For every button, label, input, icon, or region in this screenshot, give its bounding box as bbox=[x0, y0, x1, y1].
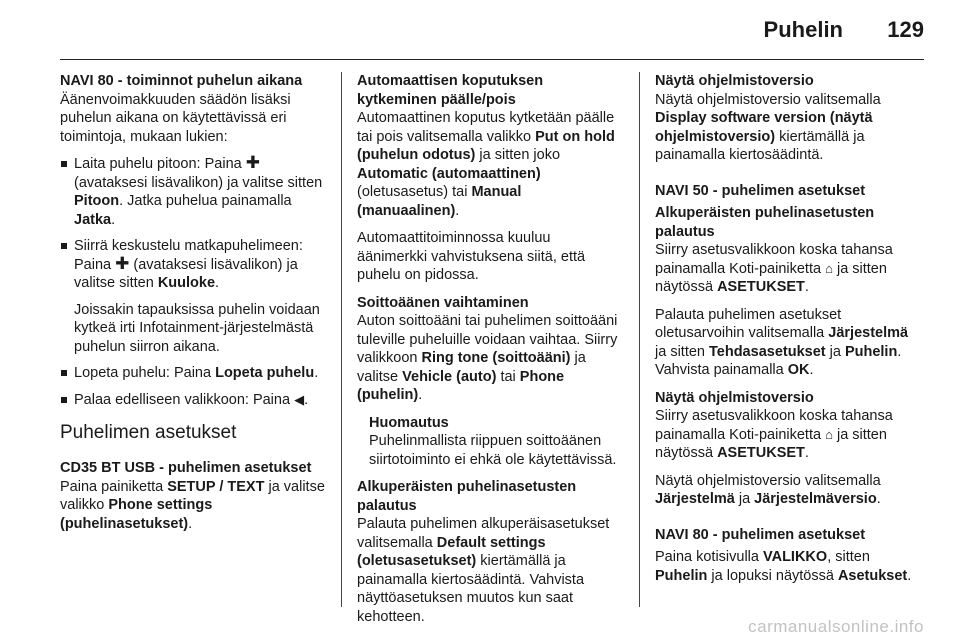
heading-auto-hold: Automaattisen koputuksen kytkeminen päälle/pois bbox=[357, 73, 544, 108]
note-box bbox=[369, 414, 623, 470]
list-item-note: Joissakin tapauksissa puhelin voidaan kytkeä irti Infotainment-järjestelmästä puhelun siirron aikana. bbox=[74, 301, 320, 355]
heading-reset: Alkuperäisten puhelinasetusten palautus bbox=[357, 479, 577, 514]
paragraph: Palauta puhelimen alkuperäisasetukset valitsemalla Default settings (oletusasetukset) kiertämällä ja painamalla kiertosäädintä. Vahvista näyttöasetuksen muutos kun saat kehotteen. bbox=[357, 516, 610, 625]
bullet-list bbox=[60, 155, 326, 409]
heading-software-version: Näytä ohjelmistoversio bbox=[655, 73, 814, 89]
section-title: Puhelimen asetukset bbox=[60, 422, 237, 443]
list-item: Siirrä keskustelu matkapuhelimeen: Paina ✚ (avataksesi lisävalikon) ja valitse sitten Kuuloke. Joissakin tapauksissa puhelin voidaan kytkeä irti Infotainment-järjestelmästä puhelun siirron aikana. bbox=[60, 237, 326, 356]
heading-reset-navi50: Alkuperäisten puhelinasetusten palautus bbox=[655, 205, 875, 240]
paragraph: Siirry asetusvalikkoon koska tahansa painamalla Koti-painiketta ⌂ ja sitten näytössä ASETUKSET. bbox=[655, 242, 893, 295]
note-text: Puhelinmallista riippuen soittoäänen siirtotoiminto ei ehkä ole käytettävissä. bbox=[369, 433, 617, 468]
heading-ringtone: Soittoäänen vaihtaminen bbox=[357, 294, 529, 311]
paragraph: Näytä ohjelmistoversio valitsemalla Järjestelmä ja Järjestelmäversio. bbox=[655, 472, 881, 507]
note-title: Huomautus bbox=[369, 414, 449, 431]
home-icon: ⌂ bbox=[825, 426, 833, 442]
watermark: carmanualsonline.info bbox=[748, 617, 924, 636]
paragraph: Siirry asetusvalikkoon koska tahansa painamalla Koti-painiketta ⌂ ja sitten näytössä ASETUKSET. bbox=[655, 408, 893, 461]
heading-navi80-settings: NAVI 80 - puhelimen asetukset bbox=[655, 526, 866, 543]
column-1 bbox=[60, 72, 326, 542]
paragraph: Näytä ohjelmistoversio valitsemalla Display software version (näytä ohjelmistoversio) kiertämällä ja painamalla kiertosäädintä. bbox=[655, 91, 881, 163]
column-divider bbox=[639, 72, 640, 607]
home-icon: ⌂ bbox=[825, 260, 833, 276]
column-2 bbox=[357, 72, 623, 635]
heading-navi50: NAVI 50 - puhelimen asetukset bbox=[655, 182, 866, 199]
list-item: Palaa edelliseen valikkoon: Paina ◀. bbox=[60, 391, 326, 410]
paragraph: Automaattitoiminnossa kuuluu äänimerkki vahvistuksena siitä, että puhelu on pidossa. bbox=[357, 230, 586, 283]
paragraph: Auton soittoääni tai puhelimen soittoääni tuleville puheluille voidaan vaihtaa. Siirry valikkoon Ring tone (soittoääni) ja valitse Vehicle (auto) tai Phone (puhelin). bbox=[357, 313, 618, 403]
paragraph: Automaattinen koputus kytketään päälle tai pois valitsemalla valikko Put on hold (puhelun odotus) ja sitten joko Automatic (automaattinen) (oletusasetus) tai Manual (manuaalinen). bbox=[357, 110, 615, 219]
page-title: Puhelin bbox=[763, 17, 843, 42]
heading-navi80-call: NAVI 80 - toiminnot puhelun aikana bbox=[60, 73, 303, 89]
paragraph: Paina painiketta SETUP / TEXT ja valitse valikko Phone settings (puhelinasetukset). bbox=[60, 478, 325, 532]
header-divider bbox=[60, 59, 924, 60]
page-number: 129 bbox=[887, 17, 924, 42]
heading-cd35: CD35 BT USB - puhelimen asetukset bbox=[60, 460, 312, 476]
list-item: Lopeta puhelu: Paina Lopeta puhelu. bbox=[60, 364, 326, 383]
paragraph: Paina kotisivulla VALIKKO, sitten Puhelin ja lopuksi näytössä Asetukset. bbox=[655, 549, 912, 584]
list-item: Laita puhelu pitoon: Paina ✚ (avataksesi lisävalikon) ja valitse sitten Pitoon. Jatka puhelua painamalla Jatka. bbox=[60, 155, 326, 229]
plus-icon: ✚ bbox=[245, 153, 260, 172]
paragraph: Palauta puhelimen asetukset oletusarvoihin valitsemalla Järjestelmä ja sitten Tehdasasetukset ja Puhelin. Vahvista painamalla OK. bbox=[655, 306, 909, 378]
heading-software-version-navi50: Näytä ohjelmistoversio bbox=[655, 389, 814, 406]
paragraph: Äänenvoimakkuuden säädön lisäksi puhelun aikana on käytettävissä eri toimintoja, mukaan lukien: bbox=[60, 91, 291, 145]
column-3 bbox=[655, 72, 923, 594]
column-divider bbox=[341, 72, 342, 607]
back-arrow-icon: ◀ bbox=[294, 391, 305, 407]
plus-icon: ✚ bbox=[115, 253, 130, 273]
